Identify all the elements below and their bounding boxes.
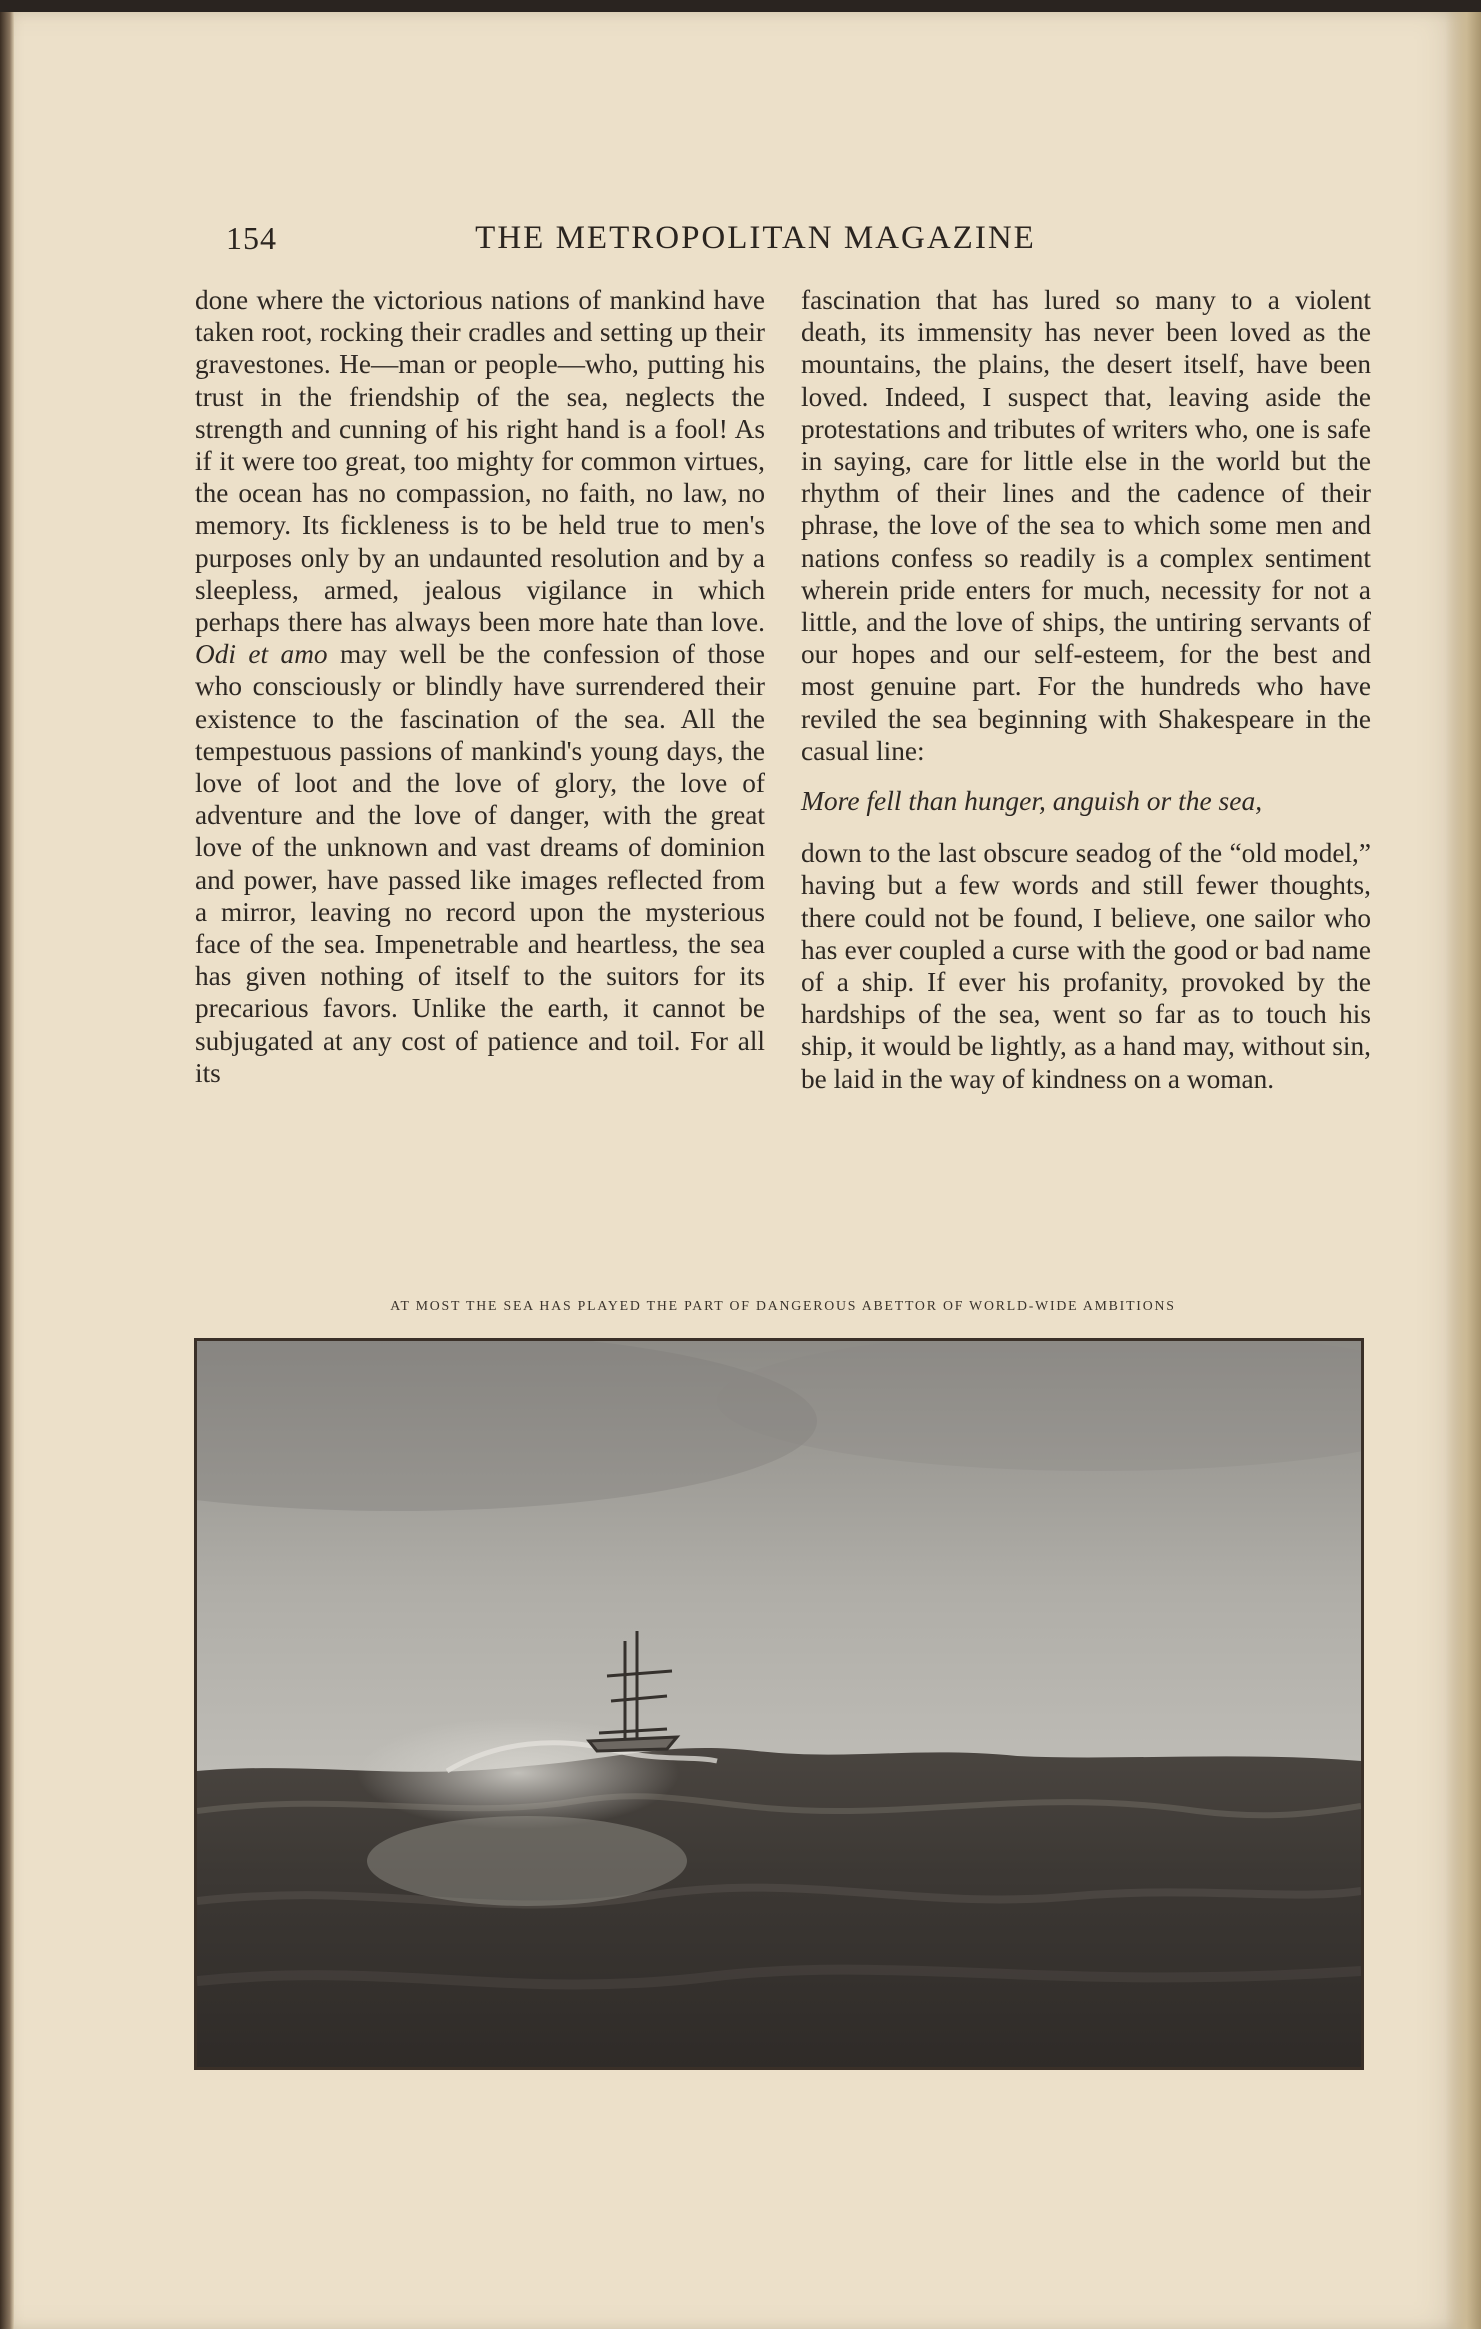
figure-caption: AT MOST THE SEA HAS PLAYED THE PART OF DANGEROUS ABETTOR OF WORLD-WIDE AMBITIONS xyxy=(390,1298,1176,1313)
paragraph-text-cont: may well be the confession of those who consciously or blindly have surrendered their existence to the fascination of the sea. All the tempestuous passions of mankind's young days, the love of loot and the love of glory, the love of adventure and the love of danger, with the great love of the unknown and vast dreams of dominion and power, have passed like images reflected from a mirror, leaving no record upon the mysterious face of the sea. Impenetrable and heartless, the sea has given nothing of itself to the suitors for its precarious favors. Unlike the earth, it cannot be subjugated at any cost of patience and toil. For all its xyxy=(195,639,766,1088)
text-column-right xyxy=(801,284,1371,1095)
magazine-page xyxy=(0,12,1481,2329)
ship-at-sea-image xyxy=(197,1341,1361,2067)
paragraph-text: done where the victorious nations of mankind have taken root, rocking their cradles and setting up their gravestones. He—man or people—who, putting his trust in the friendship of the sea, neglects the strength and cunning of his right hand is a fool! As if it were too great, too mighty for common virtues, the ocean has no compassion, no faith, no law, no memory. Its fickleness is to be held true to men's purposes only by an undaunted resolution and by a sleepless, armed, jealous vigilance in which perhaps there has always been more hate than love. xyxy=(195,285,765,638)
page-number: 154 xyxy=(226,220,277,256)
body-paragraph: fascination that has lured so many to a violent death, its immensity has never been loved as the mountains, the plains, the desert itself, have been loved. Indeed, I suspect that, leaving aside the protestations and tributes of writers who, one is safe in saying, care for little else in the world but the rhythm of their lines and the cadence of their phrase, the love of the sea to which some men and nations confess so readily is a complex sentiment wherein pride enters for much, necessity for not a little, and the love of ships, the untiring servants of our hopes and our self-esteem, for the best and most genuine part. For the hundreds who have reviled the sea beginning with Shakespeare in the casual line: xyxy=(801,285,1371,766)
running-header xyxy=(0,220,1481,264)
latin-phrase: Odi et amo xyxy=(195,639,328,670)
magazine-title: THE METROPOLITAN MAGAZINE xyxy=(475,220,1036,256)
shakespeare-quote: More fell than hunger, anguish or the sea, xyxy=(801,785,1263,817)
sea-photograph xyxy=(194,1338,1364,2070)
page-edge-shadow xyxy=(1445,12,1481,2329)
body-paragraph xyxy=(195,284,765,1089)
body-paragraph-2: down to the last obscure seadog of the “old model,” having but a few words and still fewer thoughts, there could not be found, I believe, one sailor who has ever coupled a curse with the good or bad name of a ship. If ever his profanity, provoked by the hardships of the sea, went so far as to touch his ship, it would be lightly, as a hand may, without sin, be laid in the way of kindness on a woman. xyxy=(801,838,1371,1094)
book-spine-shadow xyxy=(0,12,14,2329)
text-column-left xyxy=(195,284,765,1089)
